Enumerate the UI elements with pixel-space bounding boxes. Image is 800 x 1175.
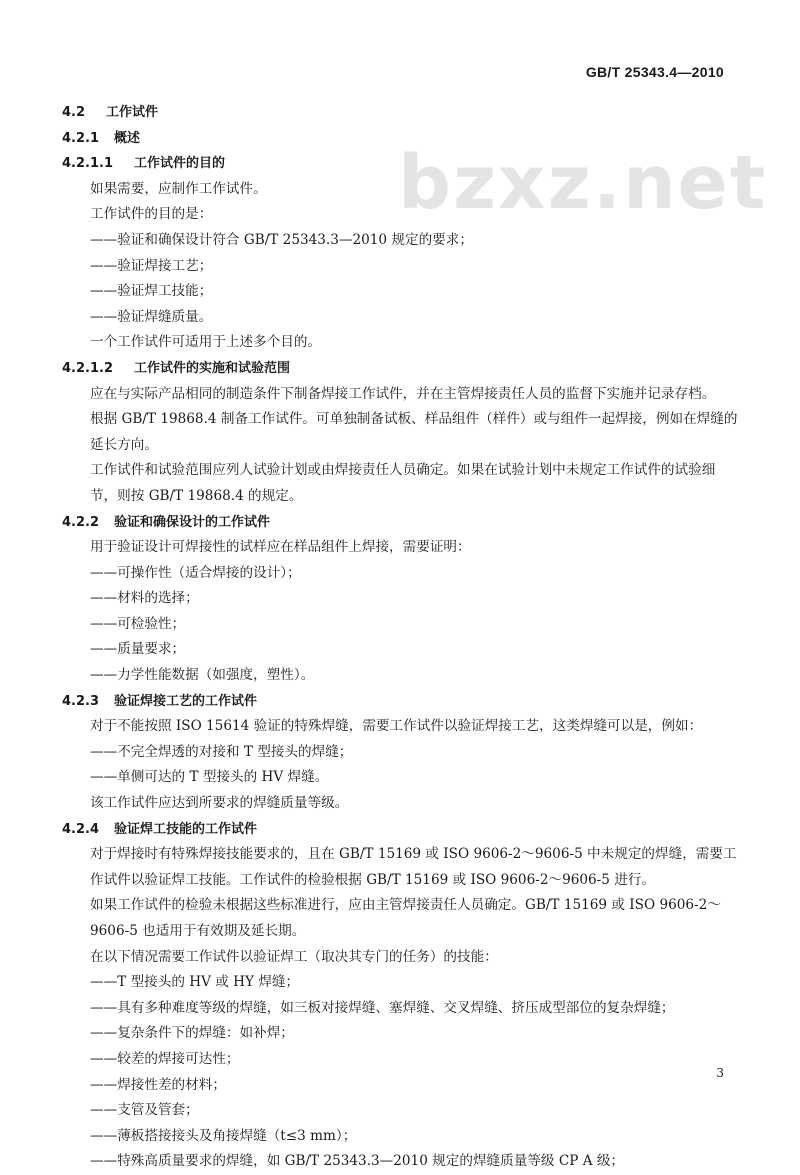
section-heading-4-2-1-2: [62, 356, 742, 382]
list-item: ——质量要求；: [90, 641, 186, 658]
list-item: ——不完全焊透的对接和 T 型接头的焊缝；: [90, 743, 353, 760]
section-number: 4.2.4: [62, 821, 100, 837]
section-number: 4.2.1.1: [62, 156, 113, 172]
section-number: 4.2: [62, 105, 86, 120]
paragraph: 应在与实际产品相同的制造条件下制备焊接工作试件，并在主管焊接责任人员的监督下实施并记录存档。: [90, 385, 716, 402]
section-number: 4.2.1: [62, 130, 100, 146]
list-item: ——材料的选择；: [90, 590, 199, 607]
paragraph: 用于验证设计可焊接性的试样应在样品组件上焊接，需要证明：: [90, 539, 471, 556]
paragraph: 工作试件的目的是：: [90, 206, 213, 223]
section-heading-4-2-3: [62, 689, 742, 715]
section-heading-4-2-1-1: [62, 151, 742, 177]
section-title: 工作试件的目的: [134, 156, 226, 172]
document-body: [62, 100, 742, 1175]
section-number: 4.2.2: [62, 514, 100, 530]
paragraph: 一个工作试件可适用于上述多个目的。: [90, 334, 322, 351]
section-title: 工作试件的实施和试验范围: [134, 360, 291, 376]
list-item: ——较差的焊接可达性；: [90, 1050, 240, 1067]
section-heading-4-2-4: [62, 817, 742, 843]
list-item: ——力学性能数据（如强度，塑性）。: [90, 667, 315, 684]
section-title: 概述: [114, 130, 141, 146]
section-number: 4.2.3: [62, 693, 100, 709]
list-item: ——验证焊工技能；: [90, 283, 213, 300]
paragraph: 对于焊接时有特殊焊接技能要求的，且在 GB/T 15169 或 ISO 9606-2～9606-5 中未规定的焊缝，需要工作试件以验证焊工技能。工作试件的检验根据 GB/T 15169 或 ISO 9606-2～9606-5 进行。: [90, 846, 737, 888]
section-title: 验证和确保设计的工作试件: [114, 514, 271, 530]
paragraph: 如果需要，应制作工作试件。: [90, 180, 267, 197]
list-item: ——单侧可达的 T 型接头的 HV 焊缝。: [90, 769, 329, 786]
list-item: ——T 型接头的 HV 或 HY 焊缝；: [90, 974, 300, 991]
page-number: 3: [716, 1066, 724, 1080]
list-item: ——复杂条件下的焊缝：如补焊；: [90, 1025, 294, 1042]
paragraph: 工作试件和试验范围应列人试验计划或由焊接责任人员确定。如果在试验计划中未规定工作试件的试验细节，则按 GB/T 19868.4 的规定。: [90, 462, 716, 504]
paragraph: 对于不能按照 ISO 15614 验证的特殊焊缝，需要工作试件以验证焊接工艺，这类焊缝可以是，例如：: [90, 718, 703, 735]
section-number: 4.2.1.2: [62, 360, 113, 376]
section-title: 验证焊工技能的工作试件: [114, 821, 258, 837]
list-item: ——可检验性；: [90, 615, 186, 632]
list-item: ——支管及管套；: [90, 1102, 199, 1119]
list-item: ——可操作性（适合焊接的设计）；: [90, 564, 301, 581]
list-item: ——薄板搭接接头及角接焊缝（t≤3 mm）；: [90, 1127, 357, 1144]
section-title: 工作试件: [106, 105, 159, 120]
standard-code: GB/T 25343.4—2010: [585, 64, 724, 80]
watermark: bzxz.net: [398, 140, 768, 226]
section-heading-4-2-2: [62, 510, 742, 536]
paragraph: 如果工作试件的检验未根据这些标准进行，应由主管焊接责任人员确定。GB/T 15169 或 ISO 9606-2～9606-5 也适用于有效期及延长期。: [90, 897, 721, 939]
paragraph: 该工作试件应达到所要求的焊缝质量等级。: [90, 795, 349, 812]
list-item: ——具有多种难度等级的焊缝，如三板对接焊缝、塞焊缝、交叉焊缝、挤压成型部位的复杂焊缝；: [90, 999, 675, 1016]
list-item: ——验证和确保设计符合 GB/T 25343.3—2010 规定的要求；: [90, 231, 473, 248]
list-item: ——验证焊缝质量。: [90, 308, 213, 325]
section-heading-4-2: [62, 100, 742, 126]
paragraph: 根据 GB/T 19868.4 制备工作试件。可单独制备试板、样品组件（样件）或与组件一起焊接，例如在焊缝的延长方向。: [90, 411, 738, 453]
list-item: ——焊接性差的材料；: [90, 1076, 226, 1093]
paragraph: 在以下情况需要工作试件以验证焊工（取决其专门的任务）的技能：: [90, 948, 498, 965]
list-item: ——验证焊接工艺；: [90, 257, 213, 274]
list-item: ——特殊高质量要求的焊缝，如 GB/T 25343.3—2010 规定的焊缝质量等级 CP A 级；: [90, 1153, 625, 1170]
section-heading-4-2-1: [62, 126, 742, 152]
section-title: 验证焊接工艺的工作试件: [114, 693, 258, 709]
